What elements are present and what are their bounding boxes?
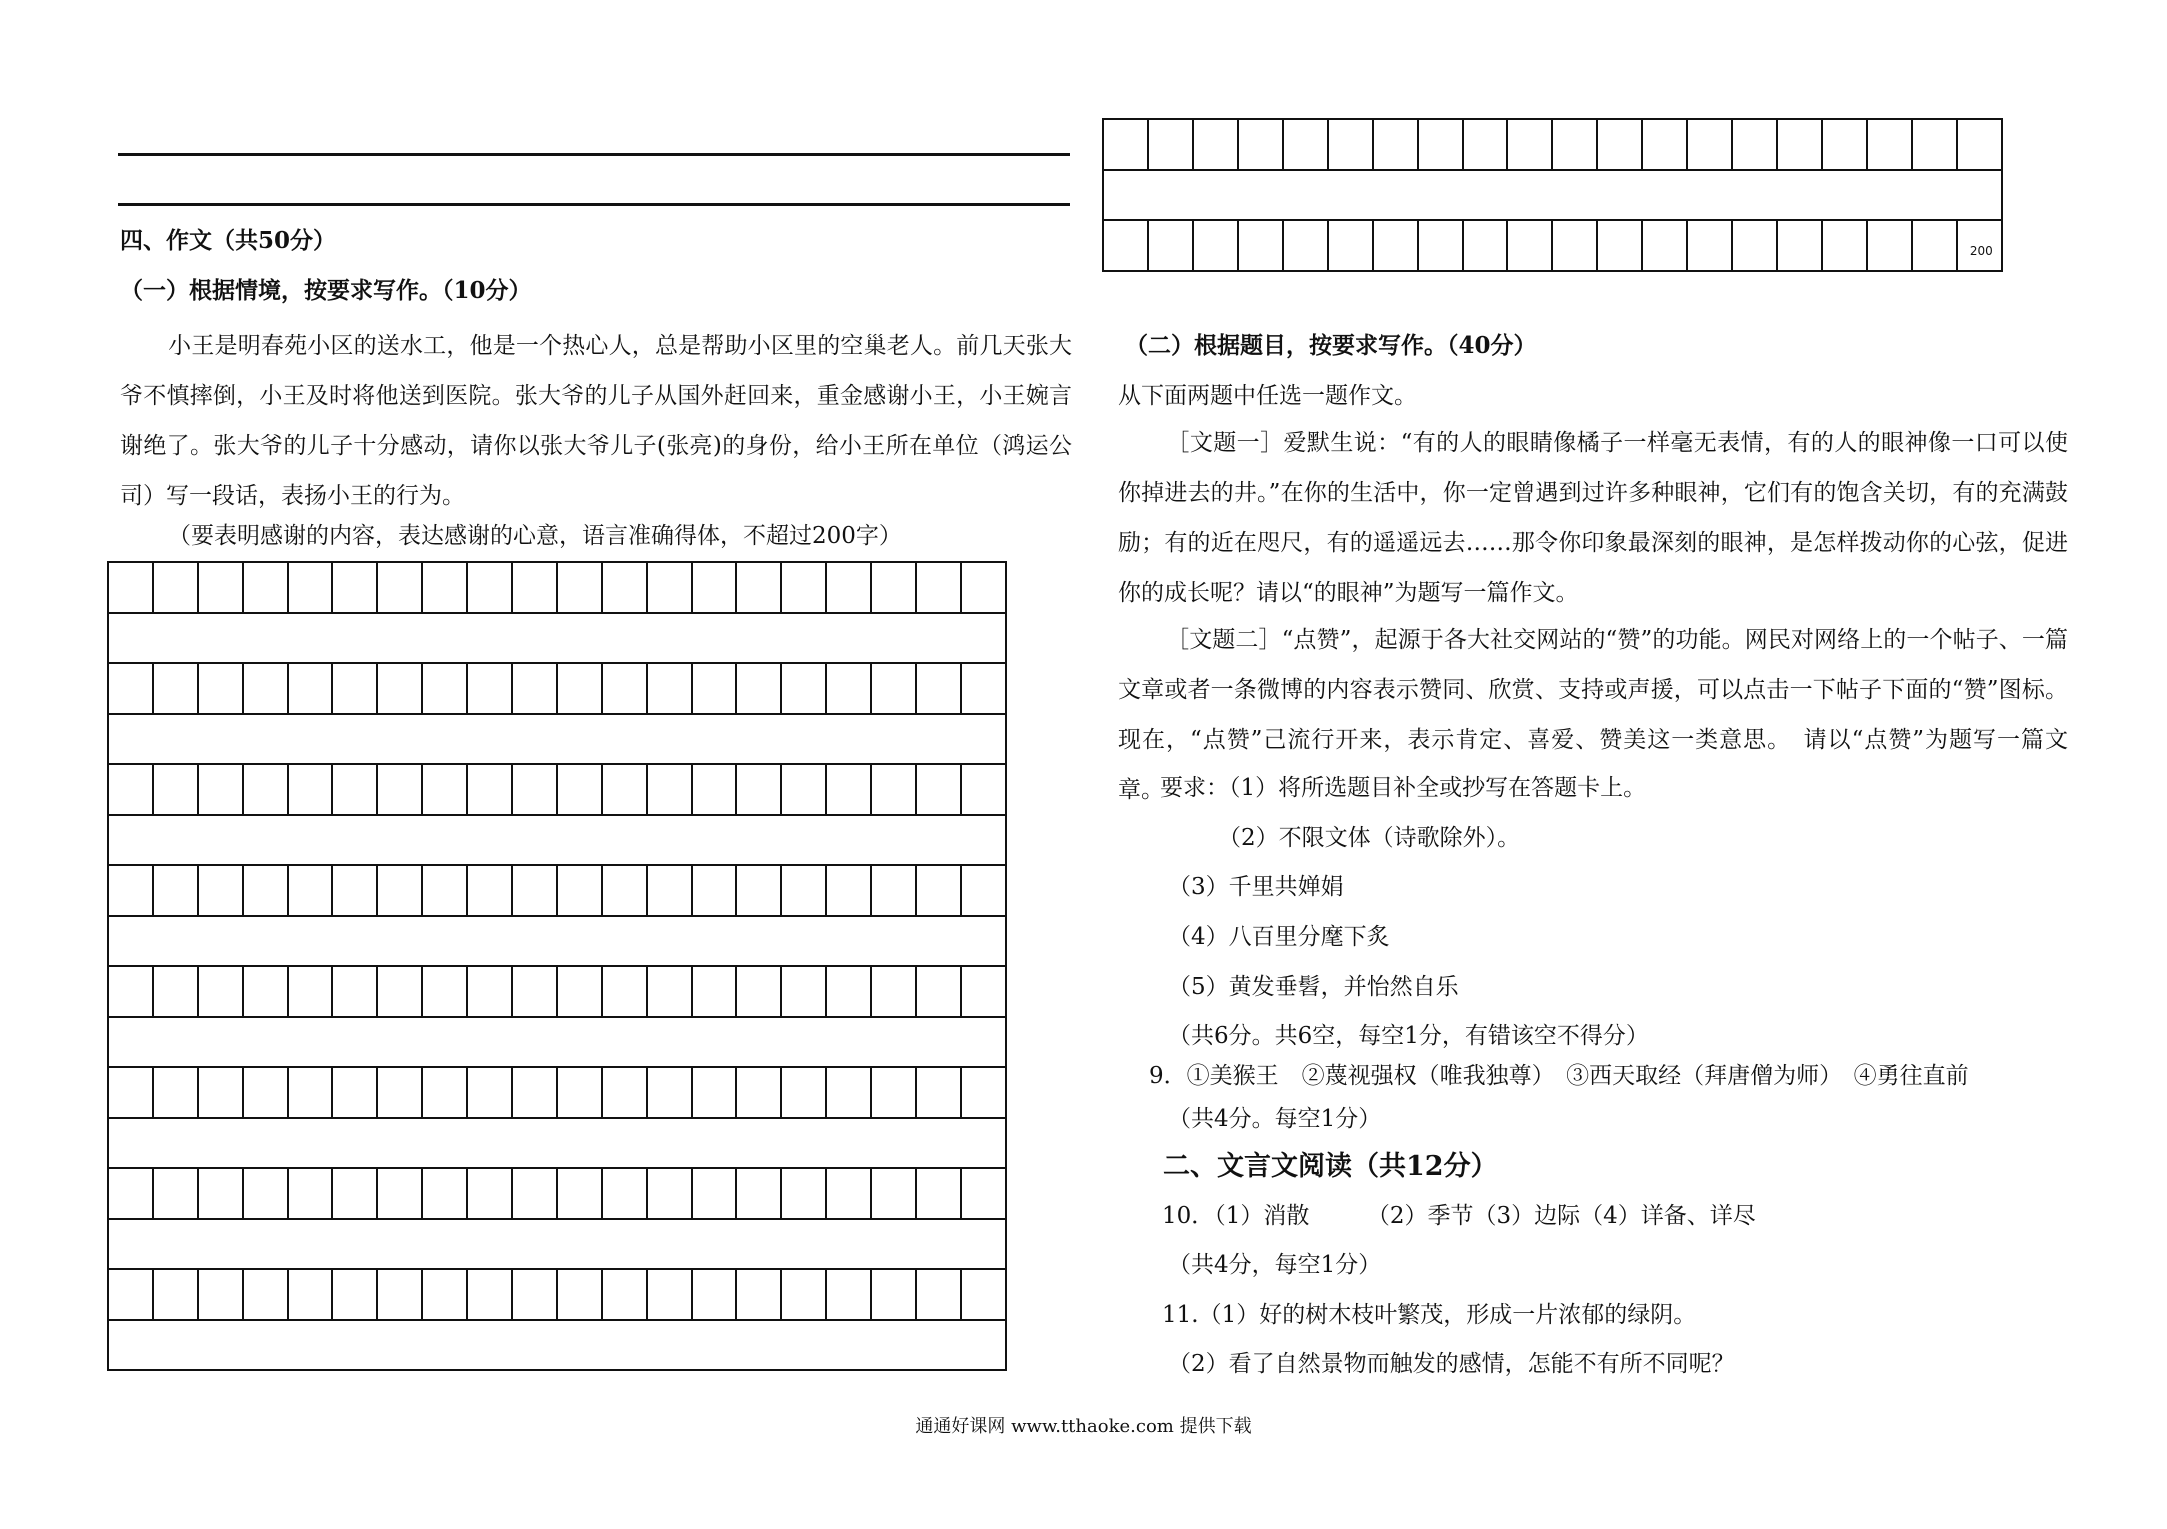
grid-cell[interactable] [917, 1068, 962, 1119]
grid-cell[interactable] [244, 967, 289, 1018]
grid-cell[interactable] [513, 967, 558, 1018]
grid-cell[interactable] [289, 1169, 334, 1220]
grid-cell[interactable] [378, 967, 423, 1018]
grid-cell[interactable] [1374, 221, 1419, 272]
grid-cell[interactable] [782, 1169, 827, 1220]
grid-cell[interactable] [1778, 221, 1823, 272]
grid-cell[interactable] [648, 1270, 693, 1321]
grid-cell[interactable] [737, 1270, 782, 1321]
grid-cell[interactable] [872, 664, 917, 715]
grid-cell[interactable] [1104, 120, 1149, 171]
grid-cell[interactable] [109, 664, 154, 715]
grid-cell[interactable] [693, 866, 738, 917]
grid-cell[interactable] [199, 765, 244, 816]
grid-cell[interactable] [962, 1270, 1007, 1321]
grid-cell[interactable] [333, 765, 378, 816]
grid-cell[interactable] [1284, 221, 1329, 272]
grid-cell[interactable] [737, 1068, 782, 1119]
grid-cell[interactable] [513, 563, 558, 614]
score-note-2: （共4分。每空1分） [1168, 1106, 1382, 1132]
grid-cell[interactable] [154, 765, 199, 816]
answer-11-2: （2）看了自然景物而触发的感情，怎能不有所不同呢？ [1168, 1351, 1735, 1377]
grid-cell[interactable] [468, 563, 513, 614]
grid-cell[interactable] [199, 1270, 244, 1321]
grid-cell[interactable] [737, 1169, 782, 1220]
grid-row [109, 664, 1007, 715]
grid-cell[interactable] [1508, 120, 1553, 171]
grid-cell[interactable] [289, 866, 334, 917]
grid-cell[interactable] [962, 866, 1007, 917]
grid-cell[interactable] [693, 967, 738, 1018]
requirement-2: （2）不限文体（诗歌除外）。 [1218, 825, 1521, 851]
grid-cell[interactable] [782, 967, 827, 1018]
grid-cell[interactable] [378, 664, 423, 715]
grid-cell[interactable] [1194, 221, 1239, 272]
grid-row [109, 563, 1007, 614]
grid-cell[interactable] [289, 1068, 334, 1119]
grid-row-gap [109, 816, 1007, 866]
grid-cell[interactable] [244, 1068, 289, 1119]
score-note-1: （共6分。共6空，每空1分，有错该空不得分） [1168, 1023, 1649, 1049]
score-note-3: （共4分，每空1分） [1168, 1252, 1382, 1278]
grid-cell[interactable] [693, 1068, 738, 1119]
grid-cell[interactable] [333, 967, 378, 1018]
grid-cell[interactable] [558, 765, 603, 816]
grid-cell[interactable] [603, 563, 648, 614]
grid-cell[interactable] [1733, 221, 1778, 272]
grid-cell[interactable] [109, 967, 154, 1018]
grid-cell[interactable] [782, 866, 827, 917]
grid-cell[interactable] [827, 1068, 872, 1119]
grid-cell[interactable] [289, 1270, 334, 1321]
grid-row-gap [109, 715, 1007, 765]
grid-cell[interactable] [648, 967, 693, 1018]
grid-cell[interactable] [244, 1270, 289, 1321]
grid-cell[interactable] [333, 866, 378, 917]
grid-cell[interactable] [154, 1270, 199, 1321]
grid-cell[interactable] [423, 765, 468, 816]
grid-cell[interactable] [513, 1169, 558, 1220]
grid-cell[interactable] [782, 1068, 827, 1119]
grid-cell[interactable] [513, 1068, 558, 1119]
grid-cell[interactable] [513, 765, 558, 816]
requirement-1: 要求：（1）将所选题目补全或抄写在答题卡上。 [1160, 775, 1647, 801]
choose-instruction: 从下面两题中任选一题作文。 [1118, 383, 1417, 409]
grid-cell[interactable] [827, 866, 872, 917]
answer-11-1: 11.（1）好的树木枝叶繁茂，形成一片浓郁的绿阴。 [1162, 1302, 1697, 1328]
grid-row [109, 1169, 1007, 1220]
topic-one-text: ［文题一］爱默生说：“有的人的眼睛像橘子一样毫无表情，有的人的眼神像一口可以使你掉进去的井。”在你的生活中，你一定曾遇到过许多种眼神，它们有的饱含关切，有的充满鼓励；有的近在咫尺，有的遥遥远去……那令你印象最深刻的眼神，是怎样拨动你的心弦，促进你的成长呢？请以“的眼神”为题写一篇作文。 [1118, 430, 2068, 606]
topic-one-paragraph [1118, 418, 2068, 618]
answer-4: （4）八百里分麾下炙 [1168, 924, 1390, 950]
grid-cell[interactable] [962, 563, 1007, 614]
grid-cell[interactable] [468, 866, 513, 917]
grid-row [109, 1068, 1007, 1119]
footer-credit: 通通好课网 www.tthaoke.com 提供下载 [915, 1416, 1252, 1437]
grid-cell[interactable] [872, 1068, 917, 1119]
grid-cell[interactable] [872, 1169, 917, 1220]
grid-cell[interactable] [1598, 221, 1643, 272]
answer-5: （5）黄发垂髫，并怡然自乐 [1168, 974, 1459, 1000]
grid-cell[interactable] [289, 967, 334, 1018]
grid-cell[interactable] [468, 765, 513, 816]
grid-cell[interactable] [693, 664, 738, 715]
grid-cell[interactable] [378, 866, 423, 917]
grid-cell[interactable] [737, 563, 782, 614]
grid-cell[interactable] [468, 967, 513, 1018]
grid-cell[interactable] [1598, 120, 1643, 171]
grid-cell[interactable] [154, 967, 199, 1018]
grid-cell[interactable] [558, 967, 603, 1018]
grid-row [109, 765, 1007, 816]
grid-cell[interactable] [1868, 221, 1913, 272]
grid-cell[interactable] [1464, 221, 1509, 272]
grid-cell[interactable] [603, 664, 648, 715]
grid-cell[interactable] [154, 664, 199, 715]
grid-cell[interactable] [1194, 120, 1239, 171]
grid-cell[interactable] [1464, 120, 1509, 171]
grid-cell[interactable] [603, 765, 648, 816]
grid-cell[interactable] [468, 1169, 513, 1220]
grid-row [1104, 221, 2003, 272]
grid-cell[interactable] [1778, 120, 1823, 171]
grid-cell[interactable] [1508, 221, 1553, 272]
grid-row-gap [109, 917, 1007, 967]
scenario-text: 小王是明春苑小区的送水工，他是一个热心人，总是帮助小区里的空巢老人。前几天张大爷不慎摔倒，小王及时将他送到医院。张大爷的儿子从国外赶回来，重金感谢小王，小王婉言谢绝了。张大爷的儿子十分感动，请你以张大爷儿子(张亮)的身份，给小王所在单位（鸿运公司）写一段话，表扬小王的行为。 [120, 333, 1072, 509]
grid-cell[interactable] [423, 1169, 468, 1220]
grid-cell[interactable] [423, 664, 468, 715]
grid-cell[interactable] [244, 1169, 289, 1220]
grid-cell[interactable] [199, 1068, 244, 1119]
grid-cell[interactable] [872, 866, 917, 917]
grid-cell[interactable] [199, 664, 244, 715]
grid-row-gap [109, 1018, 1007, 1068]
grid-row [109, 866, 1007, 917]
grid-cell[interactable] [648, 1068, 693, 1119]
grid-cell[interactable] [827, 765, 872, 816]
grid-cell[interactable] [1823, 221, 1868, 272]
grid-cell[interactable] [1419, 221, 1464, 272]
grid-cell[interactable] [289, 563, 334, 614]
grid-cell[interactable] [603, 866, 648, 917]
grid-cell[interactable] [558, 563, 603, 614]
grid-cell[interactable] [558, 1169, 603, 1220]
grid-cell[interactable] [1733, 120, 1778, 171]
scenario-paragraph [120, 321, 1072, 521]
grid-cell[interactable] [962, 1068, 1007, 1119]
grid-cell[interactable] [289, 664, 334, 715]
grid-cell[interactable] [962, 765, 1007, 816]
grid-cell[interactable] [827, 563, 872, 614]
grid-row [1104, 120, 2003, 171]
grid-cell[interactable] [1913, 221, 1958, 272]
writing-grid-right[interactable] [1102, 118, 2003, 272]
grid-cell[interactable] [468, 1068, 513, 1119]
grid-cell[interactable] [333, 1270, 378, 1321]
grid-cell[interactable] [827, 967, 872, 1018]
grid-cell[interactable] [1643, 120, 1688, 171]
grid-cell[interactable] [782, 1270, 827, 1321]
grid-cell[interactable] [1149, 120, 1194, 171]
grid-cell[interactable] [423, 1068, 468, 1119]
grid-cell[interactable] [1374, 120, 1419, 171]
grid-cell[interactable] [199, 563, 244, 614]
grid-cell[interactable] [1823, 120, 1868, 171]
grid-cell[interactable] [603, 1068, 648, 1119]
grid-cell[interactable] [782, 664, 827, 715]
answer-9: 9．①美猴王 ②蔑视强权（唯我独尊） ③西天取经（拜唐僧为师） ④勇往直前 [1149, 1063, 1969, 1089]
grid-cell[interactable] [872, 1270, 917, 1321]
grid-cell[interactable] [109, 866, 154, 917]
grid-cell[interactable] [199, 866, 244, 917]
grid-cell[interactable] [378, 765, 423, 816]
grid-cell[interactable] [423, 1270, 468, 1321]
grid-cell[interactable] [962, 1169, 1007, 1220]
grid-cell[interactable] [558, 664, 603, 715]
grid-cell[interactable] [648, 563, 693, 614]
grid-cell[interactable] [199, 967, 244, 1018]
grid-cell[interactable] [917, 1169, 962, 1220]
grid-cell[interactable] [244, 664, 289, 715]
grid-cell[interactable] [1104, 221, 1149, 272]
grid-cell[interactable] [737, 967, 782, 1018]
grid-cell[interactable] [737, 866, 782, 917]
grid-cell[interactable] [378, 1169, 423, 1220]
grid-cell[interactable] [558, 1068, 603, 1119]
grid-cell[interactable] [1958, 120, 2003, 171]
grid-cell[interactable] [827, 1169, 872, 1220]
grid-cell[interactable] [917, 765, 962, 816]
grid-cell[interactable] [1284, 120, 1329, 171]
grid-cell[interactable] [558, 1270, 603, 1321]
grid-cell[interactable] [109, 1169, 154, 1220]
grid-cell[interactable] [872, 967, 917, 1018]
grid-cell[interactable] [648, 866, 693, 917]
grid-cell[interactable] [109, 563, 154, 614]
grid-cell[interactable] [244, 866, 289, 917]
grid-cell[interactable] [603, 1270, 648, 1321]
grid-cell[interactable] [468, 664, 513, 715]
grid-cell[interactable] [782, 765, 827, 816]
answer-3: （3）千里共婵娟 [1168, 874, 1344, 900]
grid-cell[interactable] [1688, 221, 1733, 272]
grid-cell[interactable] [513, 1270, 558, 1321]
grid-row [109, 1270, 1007, 1321]
grid-cell[interactable] [1239, 221, 1284, 272]
grid-cell[interactable] [693, 765, 738, 816]
grid-cell[interactable] [1329, 120, 1374, 171]
grid-cell[interactable] [378, 563, 423, 614]
grid-row [109, 967, 1007, 1018]
grid-cell[interactable] [333, 563, 378, 614]
grid-cell[interactable] [333, 664, 378, 715]
subsection-title-2: （二）根据题目，按要求写作。（40分） [1125, 332, 1537, 359]
grid-row-gap [109, 1220, 1007, 1270]
grid-row-gap [109, 614, 1007, 664]
grid-cell[interactable] [289, 765, 334, 816]
answer-line-2 [118, 203, 1070, 206]
grid-cell[interactable] [1868, 120, 1913, 171]
grid-cell[interactable] [962, 664, 1007, 715]
grid-cell[interactable] [199, 1169, 244, 1220]
writing-grid-left[interactable] [107, 561, 1007, 1371]
grid-cell[interactable] [648, 664, 693, 715]
grid-cell[interactable] [423, 866, 468, 917]
grid-cell[interactable] [1688, 120, 1733, 171]
grid-cell[interactable] [737, 765, 782, 816]
grid-cell[interactable] [244, 563, 289, 614]
grid-cell[interactable] [693, 563, 738, 614]
grid-cell[interactable] [513, 866, 558, 917]
answer-10: 10．（1）消散 （2）季节（3）边际（4）详备、详尽 [1162, 1203, 1756, 1229]
grid-row-gap [109, 1321, 1007, 1371]
grid-cell[interactable] [378, 1068, 423, 1119]
grid-cell[interactable] [962, 967, 1007, 1018]
grid-cell[interactable] [917, 967, 962, 1018]
grid-cell[interactable] [1553, 221, 1598, 272]
grid-row-gap [1104, 171, 2003, 221]
grid-cell[interactable] [917, 866, 962, 917]
grid-cell[interactable] [558, 866, 603, 917]
grid-cell[interactable] [917, 563, 962, 614]
grid-cell[interactable] [917, 1270, 962, 1321]
grid-cell[interactable] [917, 664, 962, 715]
subsection-title-1: （一）根据情境，按要求写作。（10分） [120, 277, 532, 304]
grid-cell[interactable] [782, 563, 827, 614]
grid-counter: 200 [1969, 244, 1993, 258]
grid-cell[interactable] [1329, 221, 1374, 272]
section-title-classical: 二、文言文阅读（共12分） [1163, 1151, 1498, 1182]
grid-cell[interactable] [827, 1270, 872, 1321]
grid-cell[interactable] [737, 664, 782, 715]
grid-cell[interactable] [423, 563, 468, 614]
grid-cell[interactable] [827, 664, 872, 715]
grid-cell[interactable] [1419, 120, 1464, 171]
grid-row-gap [109, 1119, 1007, 1169]
grid-cell[interactable] [109, 1270, 154, 1321]
grid-cell[interactable] [109, 1068, 154, 1119]
section-title-composition: 四、作文（共50分） [120, 227, 337, 254]
grid-cell[interactable] [333, 1169, 378, 1220]
grid-cell[interactable] [1643, 221, 1688, 272]
grid-cell[interactable] [154, 866, 199, 917]
grid-cell[interactable] [1239, 120, 1284, 171]
grid-cell[interactable] [468, 1270, 513, 1321]
grid-cell[interactable] [648, 1169, 693, 1220]
requirement-note: （要表明感谢的内容，表达感谢的心意，语言准确得体，不超过200字） [168, 523, 902, 549]
grid-cell[interactable] [1553, 120, 1598, 171]
grid-cell[interactable] [423, 967, 468, 1018]
grid-cell[interactable] [648, 765, 693, 816]
grid-cell[interactable] [109, 765, 154, 816]
grid-cell[interactable] [1958, 221, 2003, 272]
answer-line-1 [118, 153, 1070, 156]
grid-cell[interactable] [154, 563, 199, 614]
grid-cell[interactable] [154, 1068, 199, 1119]
grid-cell[interactable] [603, 1169, 648, 1220]
grid-cell[interactable] [603, 967, 648, 1018]
grid-cell[interactable] [244, 765, 289, 816]
grid-cell[interactable] [1913, 120, 1958, 171]
grid-cell[interactable] [693, 1169, 738, 1220]
grid-cell[interactable] [154, 1169, 199, 1220]
grid-cell[interactable] [872, 563, 917, 614]
grid-cell[interactable] [333, 1068, 378, 1119]
grid-cell[interactable] [513, 664, 558, 715]
topic-two-text: ［文题二］“点赞”，起源于各大社交网站的“赞”的功能。网民对网络上的一个帖子、一篇文章或者一条微博的内容表示赞同、欣赏、支持或声援，可以点击一下帖子下面的“赞”图标。现在，“点赞”己流行开来，表示肯定、喜爱、赞美这一类意思。 请以“点赞”为题写一篇文章。 [1118, 627, 2068, 803]
grid-cell[interactable] [872, 765, 917, 816]
grid-cell[interactable] [1149, 221, 1194, 272]
grid-cell[interactable] [693, 1270, 738, 1321]
grid-cell[interactable] [378, 1270, 423, 1321]
